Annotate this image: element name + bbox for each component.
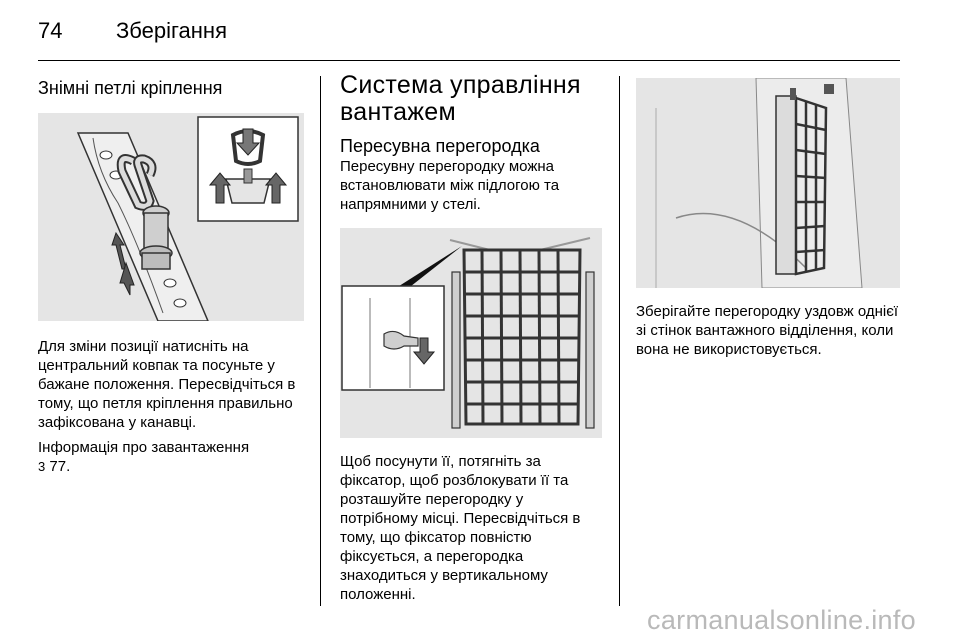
lashing-eye-drawing bbox=[38, 113, 304, 321]
loading-info-label: Інформація про завантаження bbox=[38, 439, 250, 456]
chapter-title: Зберігання bbox=[116, 18, 227, 43]
loading-info-text bbox=[38, 438, 304, 476]
partition-intro-text: Пересувну перегородку можна встановлювати між підлогою та напрямними у стелі. bbox=[340, 158, 560, 213]
loading-info-page-ref[interactable]: 77. bbox=[45, 458, 71, 475]
partition-net-illustration bbox=[340, 228, 602, 438]
lashing-eyes-instructions: Для зміни позиції натисніть на центральний ковпак та посуньте у бажане положення. Пересвідчіться в тому, що петля кріплення правильно зафіксована у канавці. bbox=[38, 338, 296, 431]
subheading-partition: Пересувна перегородка bbox=[340, 136, 540, 156]
partition-storage-text: Зберігайте перегородку уздовж однієї зі стінок вантажного відділення, коли вона не використовується. bbox=[636, 303, 899, 358]
column-divider bbox=[320, 76, 321, 606]
column-partition-storage bbox=[636, 72, 900, 359]
partition-net-drawing bbox=[340, 228, 602, 438]
stored-partition-drawing bbox=[636, 78, 900, 288]
page-reference-arrow-icon: 3 bbox=[38, 459, 46, 474]
section-heading-cargo-management: Система управління вантажем bbox=[340, 71, 581, 126]
column-cargo-management bbox=[340, 72, 605, 604]
column-divider bbox=[619, 76, 620, 606]
lashing-eye-illustration bbox=[38, 113, 304, 321]
column-lashing-eyes bbox=[38, 72, 304, 476]
partition-move-instructions: Щоб посунути її, потягніть за фіксатор, щоб розблокувати її та розташуйте перегородку у потрібному місці. Пересвідчіться в тому, що фіксатор повністю фіксується, а перегородка знаходиться у вертикальному положенні. bbox=[340, 453, 581, 603]
section-heading-lashing-eyes: Знімні петлі кріплення bbox=[38, 78, 223, 98]
stored-partition-illustration bbox=[636, 78, 900, 288]
header-rule bbox=[38, 60, 900, 61]
site-watermark: carmanualsonline.info bbox=[647, 605, 916, 635]
page-number: 74 bbox=[38, 18, 63, 43]
